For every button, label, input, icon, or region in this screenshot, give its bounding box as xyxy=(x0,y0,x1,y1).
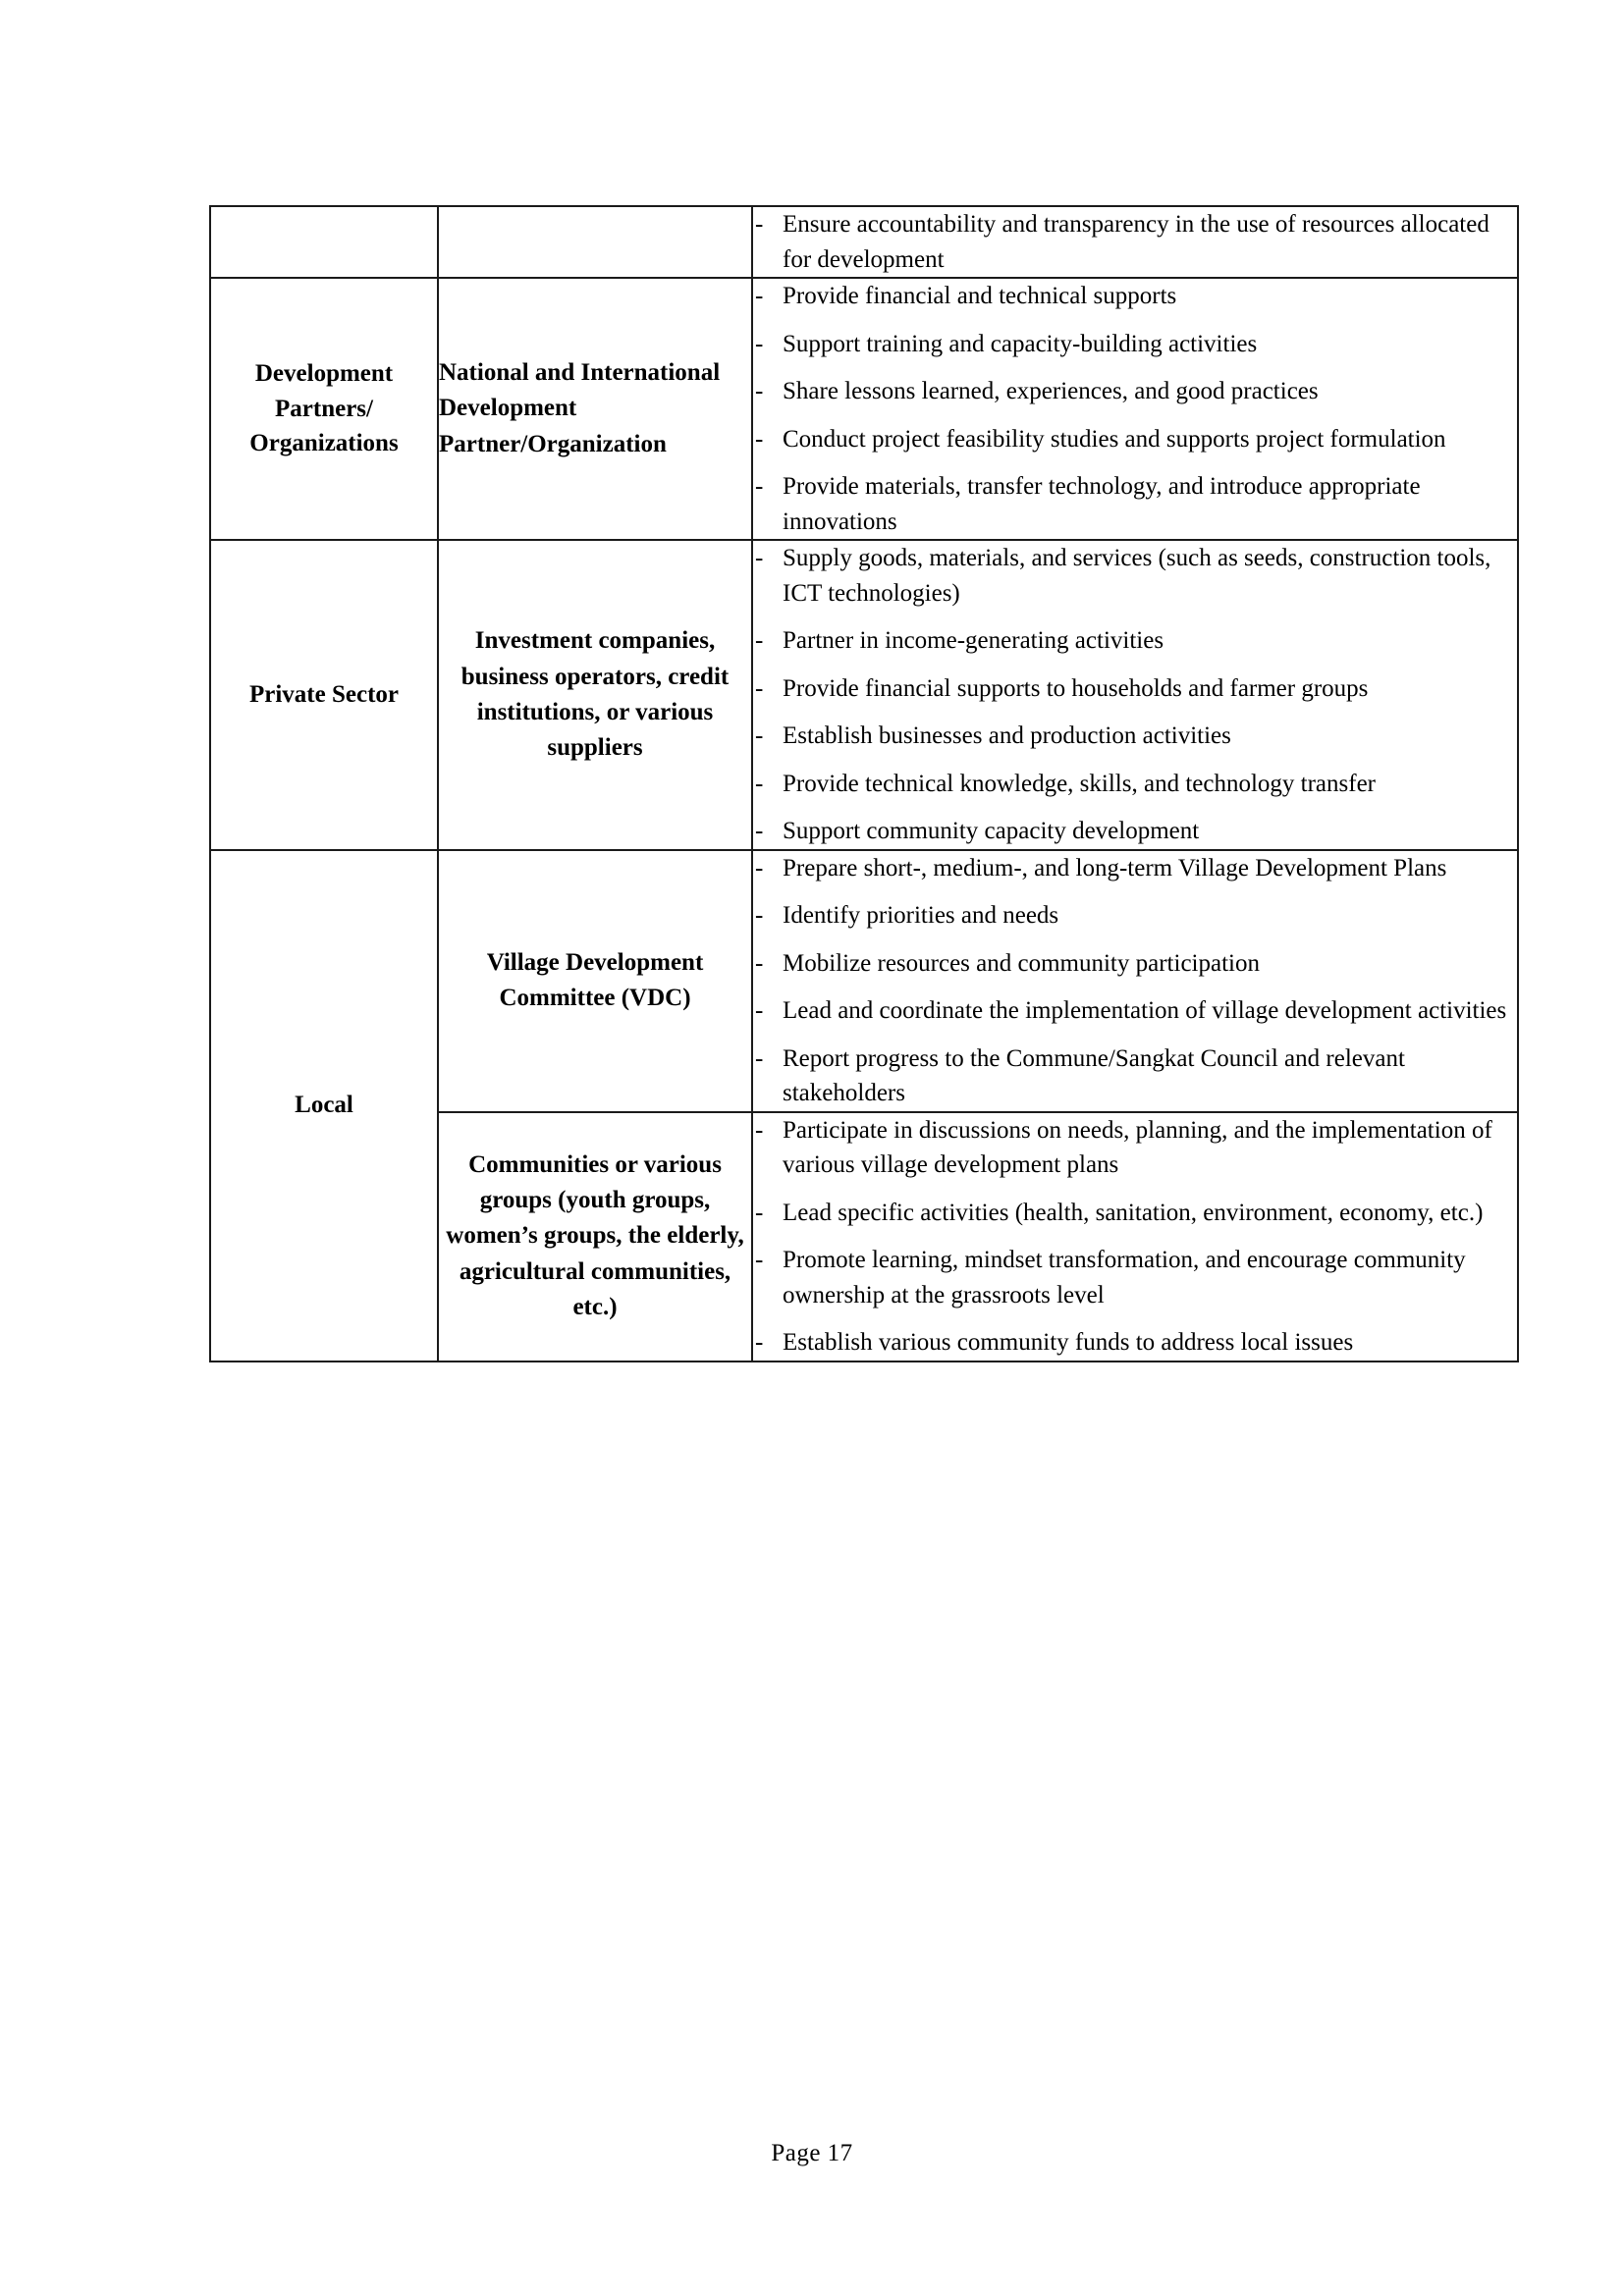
bullet-dash-icon: - xyxy=(755,1116,764,1144)
actor-cell xyxy=(438,206,752,278)
roles-cell xyxy=(752,1112,1518,1362)
list-item xyxy=(753,623,1517,659)
table-body xyxy=(210,206,1518,1362)
list-item-text: Support training and capacity-building activities xyxy=(783,330,1258,357)
bullet-dash-icon: - xyxy=(755,818,764,844)
list-item xyxy=(753,279,1517,314)
list-item xyxy=(753,814,1517,849)
actor-label: Investment companies, business operators, credit institutions, or various suppliers xyxy=(460,627,730,761)
list-item-text: Provide financial and technical supports xyxy=(783,283,1177,309)
actor-label: National and International Development Partner/Organization xyxy=(439,359,721,457)
list-item xyxy=(753,671,1517,707)
bullet-dash-icon: - xyxy=(755,1199,764,1226)
list-item-text: Prepare short-, medium-, and long-term Village Development Plans xyxy=(783,854,1447,881)
category-cell xyxy=(210,278,438,540)
roles-bullet-list xyxy=(753,207,1517,277)
category-cell xyxy=(210,540,438,850)
list-item-text: Share lessons learned, experiences, and good practices xyxy=(783,378,1319,404)
roles-bullet-list xyxy=(753,279,1517,539)
actor-label: Communities or various groups (youth groups, women’s groups, the elderly, agricultural communities, etc.) xyxy=(446,1150,744,1320)
list-item-text: Provide technical knowledge, skills, and technology transfer xyxy=(783,770,1377,797)
bullet-dash-icon: - xyxy=(755,902,764,929)
list-item xyxy=(753,1196,1517,1231)
stakeholder-roles-table-container xyxy=(209,205,1517,1362)
bullet-dash-icon: - xyxy=(755,330,764,357)
table-row xyxy=(210,206,1518,278)
bullet-dash-icon: - xyxy=(755,283,764,309)
table-row xyxy=(210,850,1518,1112)
bullet-dash-icon: - xyxy=(755,722,764,749)
category-cell xyxy=(210,850,438,1362)
list-item xyxy=(753,767,1517,802)
list-item xyxy=(753,541,1517,611)
bullet-dash-icon: - xyxy=(755,473,764,500)
bullet-dash-icon: - xyxy=(755,1329,764,1356)
list-item xyxy=(753,946,1517,982)
bullet-dash-icon: - xyxy=(755,627,764,654)
list-item-text: Lead and coordinate the implementation of village development activities xyxy=(783,997,1507,1024)
actor-cell xyxy=(438,1112,752,1362)
list-item xyxy=(753,422,1517,457)
list-item xyxy=(753,1325,1517,1361)
roles-cell xyxy=(752,850,1518,1112)
list-item-text: Lead specific activities (health, sanitation, environment, economy, etc.) xyxy=(783,1199,1484,1226)
list-item-text: Mobilize resources and community participation xyxy=(783,949,1260,977)
list-item-text: Establish businesses and production activities xyxy=(783,722,1231,749)
bullet-dash-icon: - xyxy=(755,1247,764,1273)
list-item-text: Partner in income-generating activities xyxy=(783,627,1164,654)
list-item xyxy=(753,469,1517,539)
table-row xyxy=(210,540,1518,850)
bullet-dash-icon: - xyxy=(755,854,764,881)
list-item xyxy=(753,207,1517,277)
list-item-text: Establish various community funds to address local issues xyxy=(783,1329,1354,1356)
bullet-dash-icon: - xyxy=(755,674,764,702)
list-item xyxy=(753,719,1517,754)
bullet-dash-icon: - xyxy=(755,211,764,238)
list-item-text: Report progress to the Commune/Sangkat Council and relevant stakeholders xyxy=(783,1044,1405,1106)
actor-cell xyxy=(438,850,752,1112)
actor-cell xyxy=(438,278,752,540)
actor-label: Village Development Committee (VDC) xyxy=(486,948,704,1011)
category-label: Private Sector xyxy=(248,681,399,708)
roles-cell xyxy=(752,540,1518,850)
bullet-dash-icon: - xyxy=(755,949,764,977)
list-item-text: Promote learning, mindset transformation, and encourage community ownership at the grassroots level xyxy=(783,1247,1466,1308)
page-footer: Page 17 xyxy=(771,2140,853,2166)
bullet-dash-icon: - xyxy=(755,1044,764,1072)
category-label: Development Partners/ Organizations xyxy=(249,360,399,457)
list-item xyxy=(753,1113,1517,1183)
list-item xyxy=(753,1243,1517,1312)
list-item-text: Participate in discussions on needs, planning, and the implementation of various village development plans xyxy=(783,1116,1492,1178)
list-item-text: Identify priorities and needs xyxy=(783,902,1059,929)
list-item-text: Provide financial supports to households and farmer groups xyxy=(783,674,1369,702)
bullet-dash-icon: - xyxy=(755,770,764,797)
list-item-text: Provide materials, transfer technology, and introduce appropriate innovations xyxy=(783,473,1421,535)
list-item xyxy=(753,374,1517,409)
roles-cell xyxy=(752,206,1518,278)
list-item xyxy=(753,898,1517,934)
list-item-text: Support community capacity development xyxy=(783,818,1200,844)
roles-cell xyxy=(752,278,1518,540)
table-row xyxy=(210,278,1518,540)
list-item-text: Ensure accountability and transparency in the use of resources allocated for development xyxy=(783,211,1489,273)
bullet-dash-icon: - xyxy=(755,997,764,1024)
list-item xyxy=(753,851,1517,886)
category-cell xyxy=(210,206,438,278)
bullet-dash-icon: - xyxy=(755,378,764,404)
roles-bullet-list xyxy=(753,1113,1517,1361)
roles-bullet-list xyxy=(753,541,1517,849)
list-item xyxy=(753,993,1517,1029)
list-item-text: Supply goods, materials, and services (such as seeds, construction tools, ICT technologies) xyxy=(783,545,1491,607)
actor-cell xyxy=(438,540,752,850)
roles-bullet-list xyxy=(753,851,1517,1111)
bullet-dash-icon: - xyxy=(755,425,764,453)
list-item xyxy=(753,1041,1517,1111)
list-item-text: Conduct project feasibility studies and supports project formulation xyxy=(783,425,1446,453)
stakeholder-roles-table xyxy=(209,205,1519,1362)
list-item xyxy=(753,327,1517,362)
bullet-dash-icon: - xyxy=(755,545,764,571)
category-label: Local xyxy=(295,1092,353,1119)
